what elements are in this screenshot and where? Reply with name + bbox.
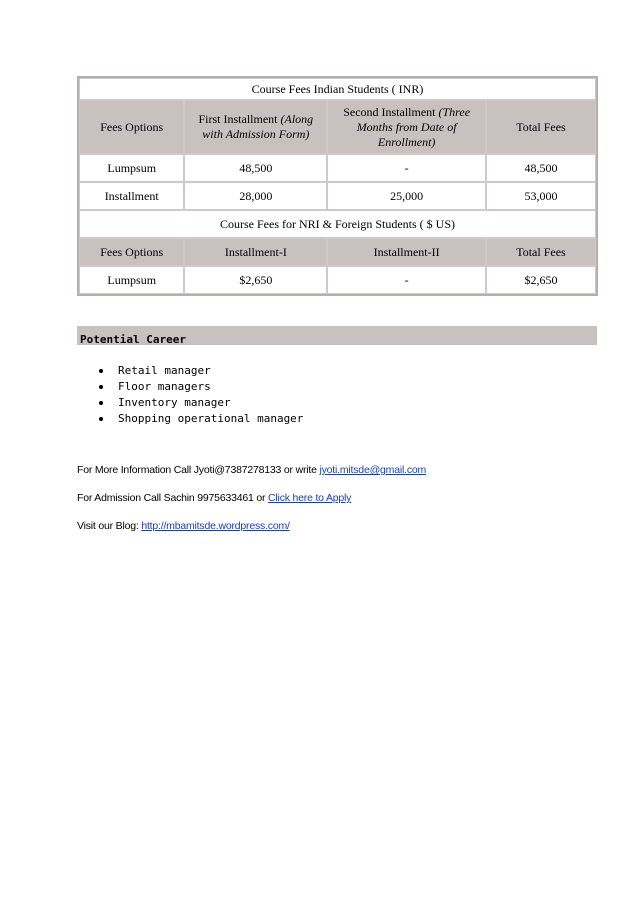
apply-link[interactable]: Click here to Apply	[268, 492, 352, 504]
cell-option: Lumpsum	[79, 266, 184, 294]
cell-option: Lumpsum	[79, 154, 184, 182]
potential-career-heading: Potential Career	[77, 326, 597, 345]
cell-first: 28,000	[184, 182, 327, 210]
nri-fees-title: Course Fees for NRI & Foreign Students ( $ US)	[79, 210, 596, 238]
bullet-icon	[99, 401, 103, 405]
header-installment-1: Installment-I	[184, 238, 327, 266]
header-fees-options: Fees Options	[79, 238, 184, 266]
indian-fees-title: Course Fees Indian Students ( INR)	[79, 78, 596, 100]
cell-option: Installment	[79, 182, 184, 210]
table-row	[79, 182, 596, 210]
career-list	[118, 363, 303, 427]
cell-total: 53,000	[486, 182, 596, 210]
blog-line: Visit our Blog: http://mbamitsde.wordpress.com/	[77, 520, 290, 532]
table-row	[79, 154, 596, 182]
cell-first: 48,500	[184, 154, 327, 182]
cell-total: 48,500	[486, 154, 596, 182]
list-item: Floor managers	[118, 379, 303, 395]
list-item: Shopping operational manager	[118, 411, 303, 427]
cell-second: -	[327, 266, 486, 294]
header-total-fees: Total Fees	[486, 238, 596, 266]
admission-line: For Admission Call Sachin 9975633461 or Click here to Apply	[77, 492, 352, 504]
list-item: Inventory manager	[118, 395, 303, 411]
header-total-fees: Total Fees	[486, 100, 596, 154]
more-info-line: For More Information Call Jyoti@7387278133 or write jyoti.mitsde@gmail.com	[77, 464, 427, 476]
header-first-installment: First Installment (Along with Admission Form)	[184, 100, 327, 154]
header-second-installment: Second Installment (Three Months from Date of Enrollment)	[327, 100, 486, 154]
bullet-icon	[99, 385, 103, 389]
cell-total: $2,650	[486, 266, 596, 294]
bullet-icon	[99, 417, 103, 421]
blog-link[interactable]: http://mbamitsde.wordpress.com/	[141, 520, 290, 532]
cell-second: -	[327, 154, 486, 182]
fees-table	[77, 76, 598, 296]
table-row	[79, 266, 596, 294]
cell-second: 25,000	[327, 182, 486, 210]
cell-first: $2,650	[184, 266, 327, 294]
header-fees-options: Fees Options	[79, 100, 184, 154]
list-item: Retail manager	[118, 363, 303, 379]
email-link[interactable]: jyoti.mitsde@gmail.com	[319, 464, 427, 476]
bullet-icon	[99, 369, 103, 373]
header-installment-2: Installment-II	[327, 238, 486, 266]
